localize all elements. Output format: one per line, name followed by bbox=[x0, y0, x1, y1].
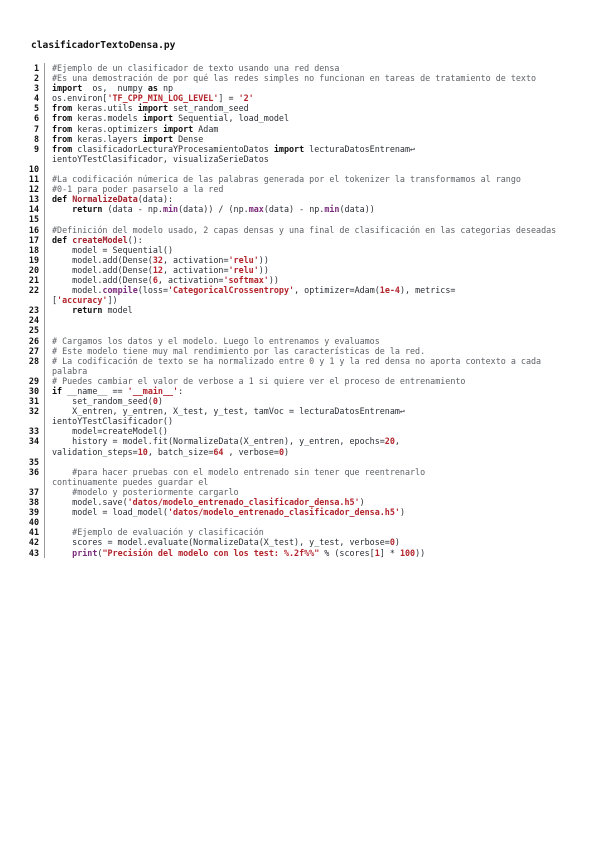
code-line bbox=[22, 396, 577, 406]
code-line bbox=[22, 265, 577, 275]
gutter-divider bbox=[44, 406, 45, 426]
gutter-divider bbox=[44, 93, 45, 103]
code-text bbox=[52, 376, 577, 386]
code-text bbox=[52, 174, 577, 184]
code-text bbox=[52, 548, 577, 558]
code-token: 0 bbox=[278, 446, 284, 457]
code-token: )) bbox=[415, 547, 426, 558]
code-text bbox=[52, 396, 577, 406]
line-number: 11 bbox=[28, 174, 39, 185]
gutter-divider bbox=[44, 467, 45, 487]
code-token: #Es una demostración de por qué las redes simples no funcionan en tareas de tratamiento de texto bbox=[52, 73, 537, 84]
gutter-divider bbox=[44, 245, 45, 255]
code-text bbox=[52, 325, 577, 335]
code-text bbox=[52, 235, 577, 245]
line-number: 13 bbox=[28, 194, 39, 205]
code-token: model = Sequential() bbox=[52, 244, 174, 255]
code-text bbox=[52, 265, 577, 275]
gutter-divider bbox=[44, 164, 45, 174]
code-token: (data)) bbox=[339, 204, 375, 215]
code-line bbox=[22, 184, 577, 194]
code-line bbox=[22, 315, 577, 325]
gutter-divider bbox=[44, 497, 45, 507]
code-token: return bbox=[72, 204, 103, 215]
line-number: 12 bbox=[28, 184, 39, 195]
code-token: from bbox=[52, 123, 73, 134]
code-token: model.save( bbox=[52, 497, 128, 508]
gutter-divider bbox=[44, 507, 45, 517]
gutter-divider bbox=[44, 305, 45, 315]
line-number: 14 bbox=[28, 204, 39, 215]
code-token: from bbox=[52, 143, 73, 154]
code-line bbox=[22, 214, 577, 224]
code-text bbox=[52, 497, 577, 507]
code-token: Adam bbox=[193, 123, 219, 134]
code-token: import bbox=[52, 83, 83, 94]
code-token bbox=[52, 548, 72, 558]
gutter-divider bbox=[44, 144, 45, 164]
file-title: clasificadorTextoDensa.py bbox=[31, 40, 176, 51]
code-token: import bbox=[142, 113, 174, 124]
code-token: (loss= bbox=[137, 285, 168, 296]
gutter-divider bbox=[44, 527, 45, 537]
code-line bbox=[22, 174, 577, 184]
code-token: 'accuracy' bbox=[57, 295, 108, 306]
code-token: as bbox=[147, 83, 158, 94]
code-token: if bbox=[52, 386, 63, 396]
gutter-divider bbox=[44, 265, 45, 275]
code-line bbox=[22, 517, 577, 527]
code-text bbox=[52, 225, 577, 235]
code-token: )) bbox=[268, 274, 279, 285]
code-token: ] * bbox=[379, 547, 400, 558]
code-token: #Ejemplo de evaluación y clasificación bbox=[52, 527, 264, 538]
line-number: 27 bbox=[28, 345, 39, 356]
code-line bbox=[22, 204, 577, 214]
gutter-divider bbox=[44, 73, 45, 83]
code-text bbox=[52, 537, 577, 547]
code-token: # Este modelo tiene muy mal rendimiento por las características de la red. bbox=[52, 345, 426, 356]
code-token: 32 bbox=[152, 254, 163, 265]
code-token: 100 bbox=[399, 547, 416, 558]
line-number: 30 bbox=[28, 386, 39, 396]
gutter-divider bbox=[44, 63, 45, 73]
gutter-divider bbox=[44, 235, 45, 245]
code-token: 1e-4 bbox=[379, 285, 400, 296]
line-number: 17 bbox=[28, 234, 39, 245]
code-token: X_entren, y_entren, X_test, y_test, tamVoc = lecturaDatosEntrenam↩ ientoYTestClasificador() bbox=[52, 406, 405, 427]
gutter-divider bbox=[44, 436, 45, 456]
code-token: min bbox=[324, 204, 340, 215]
code-token: (data) - np. bbox=[263, 204, 325, 215]
code-text bbox=[52, 184, 577, 194]
code-token: model bbox=[102, 305, 133, 316]
code-text bbox=[52, 204, 577, 214]
code-line bbox=[22, 83, 577, 93]
code-token: def bbox=[52, 234, 68, 245]
code-token: 0 bbox=[152, 396, 158, 407]
gutter-divider bbox=[44, 426, 45, 436]
code-line bbox=[22, 113, 577, 123]
code-text bbox=[52, 517, 577, 527]
code-text bbox=[52, 507, 577, 517]
code-token: from bbox=[52, 113, 73, 124]
code-line bbox=[22, 63, 577, 73]
gutter-divider bbox=[44, 487, 45, 497]
gutter-divider bbox=[44, 275, 45, 285]
code-token: 'softmax' bbox=[223, 274, 269, 285]
code-token: import bbox=[137, 103, 168, 114]
code-token: #para hacer pruebas con el modelo entrenado sin tener que reentrenarlo continuamente puedes guardar el bbox=[52, 466, 426, 487]
gutter-divider bbox=[44, 336, 45, 346]
code-token: Sequential, load_model bbox=[173, 113, 290, 124]
code-token: ] = bbox=[218, 93, 239, 104]
line-number: 37 bbox=[28, 486, 39, 497]
code-line bbox=[22, 376, 577, 386]
code-line bbox=[22, 537, 577, 547]
gutter-divider bbox=[44, 537, 45, 547]
line-number: 1 bbox=[33, 63, 39, 73]
code-token: ) bbox=[399, 507, 405, 518]
code-token: 'TF_CPP_MIN_LOG_LEVEL' bbox=[107, 93, 219, 104]
line-number: 39 bbox=[28, 507, 39, 518]
code-token: model = load_model( bbox=[52, 507, 168, 518]
code-line bbox=[22, 225, 577, 235]
gutter-divider bbox=[44, 103, 45, 113]
code-text bbox=[52, 63, 577, 73]
line-number: 4 bbox=[33, 93, 39, 104]
line-number: 8 bbox=[33, 133, 39, 144]
code-token: ( bbox=[97, 547, 103, 558]
code-line bbox=[22, 406, 577, 426]
code-token: , activation= bbox=[162, 254, 229, 265]
code-line bbox=[22, 194, 577, 204]
code-token: createModel bbox=[72, 234, 128, 245]
code-text bbox=[52, 214, 577, 224]
code-token: lecturaDatosEntrenam↩ ientoYTestClasificador, visualizaSerieDatos bbox=[52, 143, 416, 164]
code-line bbox=[22, 134, 577, 144]
code-token: 20 bbox=[384, 436, 395, 447]
code-token: ) bbox=[394, 537, 400, 548]
code-token: os, numpy bbox=[82, 83, 148, 94]
code-token: : bbox=[178, 386, 184, 396]
code-text bbox=[52, 305, 577, 315]
code-token: (data)) / (np. bbox=[178, 204, 249, 215]
code-line bbox=[22, 497, 577, 507]
code-token: np bbox=[157, 83, 174, 94]
gutter-divider bbox=[44, 517, 45, 527]
code-text bbox=[52, 315, 577, 325]
code-token: 'relu' bbox=[228, 254, 259, 265]
line-number: 33 bbox=[28, 426, 39, 437]
line-number: 19 bbox=[28, 254, 39, 265]
code-token: (data): bbox=[137, 194, 174, 205]
code-text bbox=[52, 336, 577, 346]
code-token: Dense bbox=[173, 133, 204, 144]
code-token: # Cargamos los datos y el modelo. Luego lo entrenamos y evaluamos bbox=[52, 335, 380, 346]
line-number: 18 bbox=[28, 244, 39, 255]
code-text bbox=[52, 255, 577, 265]
code-token: , activation= bbox=[162, 264, 229, 275]
code-line bbox=[22, 305, 577, 315]
line-number: 42 bbox=[28, 537, 39, 548]
line-number: 25 bbox=[28, 325, 39, 336]
code-line bbox=[22, 164, 577, 174]
code-token: keras.models bbox=[72, 113, 143, 124]
code-token: #0-1 para poder pasarselo a la red bbox=[52, 184, 224, 195]
gutter-divider bbox=[44, 315, 45, 325]
code-token: ]) bbox=[107, 295, 118, 306]
line-number: 20 bbox=[28, 264, 39, 275]
code-text bbox=[52, 436, 577, 456]
code-token: scores = model.evaluate(NormalizeData(X_test), y_test, verbose= bbox=[52, 537, 390, 548]
line-number: 16 bbox=[28, 224, 39, 235]
code-token: from bbox=[52, 103, 73, 114]
code-text bbox=[52, 194, 577, 204]
code-token: ) bbox=[283, 446, 290, 457]
code-line bbox=[22, 356, 577, 376]
line-number: 35 bbox=[28, 456, 39, 467]
code-text bbox=[52, 386, 577, 396]
code-line bbox=[22, 325, 577, 335]
line-number: 10 bbox=[28, 163, 39, 174]
code-text bbox=[52, 275, 577, 285]
code-line bbox=[22, 103, 577, 113]
gutter-divider bbox=[44, 285, 45, 305]
code-listing bbox=[22, 63, 577, 558]
code-line bbox=[22, 275, 577, 285]
code-token: , validation_steps= bbox=[52, 436, 400, 457]
code-token: )) bbox=[258, 254, 269, 265]
code-token: clasificadorLecturaYProcesamientoDatos bbox=[72, 143, 274, 154]
gutter-divider bbox=[44, 194, 45, 204]
code-token: import bbox=[142, 133, 174, 144]
code-token: keras.layers bbox=[72, 133, 143, 144]
code-token: history = model.fit(NormalizeData(X_entren), y_entren, epochs= bbox=[52, 436, 385, 447]
code-token: model=createModel() bbox=[52, 426, 168, 437]
code-token: keras.optimizers bbox=[72, 123, 163, 134]
code-token: set_random_seed bbox=[168, 103, 249, 114]
code-text bbox=[52, 356, 577, 376]
code-token: def bbox=[52, 194, 68, 205]
code-line bbox=[22, 467, 577, 487]
code-token: set_random_seed( bbox=[52, 396, 153, 407]
code-line bbox=[22, 426, 577, 436]
code-text bbox=[52, 83, 577, 93]
gutter-divider bbox=[44, 225, 45, 235]
line-number: 41 bbox=[28, 527, 39, 538]
gutter-divider bbox=[44, 356, 45, 376]
gutter-divider bbox=[44, 83, 45, 93]
code-line bbox=[22, 507, 577, 517]
code-line bbox=[22, 487, 577, 497]
gutter-divider bbox=[44, 124, 45, 134]
code-token: 'datos/modelo_entrenado_clasificador_densa.h5' bbox=[127, 497, 360, 508]
code-token: model. bbox=[52, 285, 103, 296]
line-number: 43 bbox=[28, 547, 39, 558]
code-token: 12 bbox=[152, 264, 163, 275]
code-text bbox=[52, 426, 577, 436]
line-number: 23 bbox=[28, 305, 39, 316]
gutter-divider bbox=[44, 204, 45, 214]
code-line bbox=[22, 235, 577, 245]
line-number: 7 bbox=[33, 123, 39, 134]
code-text bbox=[52, 406, 577, 426]
gutter-divider bbox=[44, 325, 45, 335]
code-text bbox=[52, 467, 577, 487]
gutter-divider bbox=[44, 214, 45, 224]
code-text bbox=[52, 285, 577, 305]
code-token: 10 bbox=[137, 446, 148, 457]
code-token: 0 bbox=[389, 537, 395, 548]
gutter-divider bbox=[44, 113, 45, 123]
code-token: __name__ == bbox=[62, 386, 128, 396]
code-text bbox=[52, 245, 577, 255]
code-line bbox=[22, 144, 577, 164]
gutter-divider bbox=[44, 386, 45, 396]
code-token: ), metrics= [ bbox=[52, 285, 456, 306]
code-token: )) bbox=[258, 264, 269, 275]
code-line bbox=[22, 548, 577, 558]
code-line bbox=[22, 457, 577, 467]
gutter-divider bbox=[44, 396, 45, 406]
code-token: # Puedes cambiar el valor de verbose a 1 si quiere ver el proceso de entrenamiento bbox=[52, 375, 466, 386]
gutter-divider bbox=[44, 457, 45, 467]
code-line bbox=[22, 93, 577, 103]
code-text bbox=[52, 457, 577, 467]
gutter-divider bbox=[44, 174, 45, 184]
code-text bbox=[52, 124, 577, 134]
code-token: from bbox=[52, 133, 73, 144]
code-token: import bbox=[162, 123, 194, 134]
code-token: keras.utils bbox=[72, 103, 138, 114]
code-token: compile bbox=[102, 285, 138, 296]
line-number: 5 bbox=[33, 103, 39, 114]
code-line bbox=[22, 73, 577, 83]
line-number: 21 bbox=[28, 274, 39, 285]
code-token: "Precisión del modelo con los test: %.2f%%" bbox=[102, 547, 320, 558]
code-token: #Ejemplo de un clasificador de texto usando una red densa bbox=[52, 63, 340, 73]
code-token: os.environ[ bbox=[52, 93, 108, 104]
code-text bbox=[52, 346, 577, 356]
code-token: max bbox=[248, 204, 264, 215]
line-number: 24 bbox=[28, 315, 39, 326]
code-token: 'CategoricalCrossentropy' bbox=[168, 285, 295, 296]
code-token: (): bbox=[127, 234, 143, 245]
code-text bbox=[52, 134, 577, 144]
code-token: , batch_size= bbox=[147, 446, 214, 457]
code-token: model.add(Dense( bbox=[52, 254, 153, 265]
gutter-divider bbox=[44, 548, 45, 558]
code-text bbox=[52, 164, 577, 174]
code-token: '__main__' bbox=[127, 386, 179, 396]
code-token: min bbox=[162, 204, 179, 215]
code-text bbox=[52, 103, 577, 113]
code-token: , verbose= bbox=[223, 446, 279, 457]
code-token: 'relu' bbox=[228, 264, 259, 275]
code-text bbox=[52, 73, 577, 83]
code-token: model.add(Dense( bbox=[52, 274, 153, 285]
line-number: 38 bbox=[28, 497, 39, 508]
code-token: model.add(Dense( bbox=[52, 264, 153, 275]
code-token: 'datos/modelo_entrenado_clasificador_densa.h5' bbox=[167, 507, 400, 518]
code-token: , optimizer=Adam( bbox=[294, 285, 380, 296]
code-token: print bbox=[72, 547, 98, 558]
line-number: 2 bbox=[33, 73, 39, 84]
line-number: 32 bbox=[28, 406, 39, 417]
line-number: 9 bbox=[33, 143, 39, 154]
code-line bbox=[22, 255, 577, 265]
code-token: ) bbox=[157, 396, 163, 407]
code-token: 1 bbox=[374, 547, 380, 558]
code-line bbox=[22, 386, 577, 396]
code-text bbox=[52, 144, 577, 164]
gutter-divider bbox=[44, 376, 45, 386]
code-token: (data - np. bbox=[102, 204, 163, 215]
code-line bbox=[22, 124, 577, 134]
code-token: # La codificación de texto se ha normalizado entre 0 y 1 y la red densa no aporta contexto a cada palabra bbox=[52, 355, 547, 376]
code-line bbox=[22, 245, 577, 255]
code-token: , activation= bbox=[157, 274, 224, 285]
line-number: 3 bbox=[33, 83, 39, 94]
code-text bbox=[52, 487, 577, 497]
code-line bbox=[22, 346, 577, 356]
gutter-divider bbox=[44, 184, 45, 194]
code-token: ) bbox=[359, 497, 365, 508]
code-token bbox=[52, 305, 72, 315]
line-number: 34 bbox=[28, 436, 39, 447]
code-token: 6 bbox=[152, 274, 158, 285]
code-line bbox=[22, 436, 577, 456]
code-token: #Definición del modelo usado, 2 capas densas y una final de clasificación en las categorias deseadas bbox=[52, 224, 557, 235]
code-line bbox=[22, 285, 577, 305]
code-token: #modelo y posteriormente cargarlo bbox=[52, 486, 239, 497]
code-line bbox=[22, 527, 577, 537]
line-number: 36 bbox=[28, 466, 39, 477]
gutter-divider bbox=[44, 346, 45, 356]
gutter-divider bbox=[44, 134, 45, 144]
gutter-divider bbox=[44, 255, 45, 265]
line-number: 28 bbox=[28, 355, 39, 366]
line-number: 15 bbox=[28, 214, 39, 225]
code-text bbox=[52, 527, 577, 537]
code-token bbox=[52, 204, 72, 214]
line-number: 29 bbox=[28, 375, 39, 386]
code-token: #La codificación númerica de las palabras generada por el tokenizer la transformamos al rango bbox=[52, 174, 521, 185]
code-text bbox=[52, 113, 577, 123]
code-line bbox=[22, 336, 577, 346]
code-token: import bbox=[273, 143, 305, 154]
line-number: 31 bbox=[28, 396, 39, 407]
code-token: '2' bbox=[238, 93, 254, 104]
code-token: NormalizeData bbox=[72, 194, 138, 205]
code-token: % (scores[ bbox=[319, 547, 375, 558]
code-token: 64 bbox=[213, 446, 224, 457]
line-number: 40 bbox=[28, 517, 39, 528]
line-number: 22 bbox=[28, 285, 39, 296]
code-token: return bbox=[72, 305, 103, 316]
line-number: 26 bbox=[28, 335, 39, 346]
line-number: 6 bbox=[33, 113, 39, 124]
code-text bbox=[52, 93, 577, 103]
